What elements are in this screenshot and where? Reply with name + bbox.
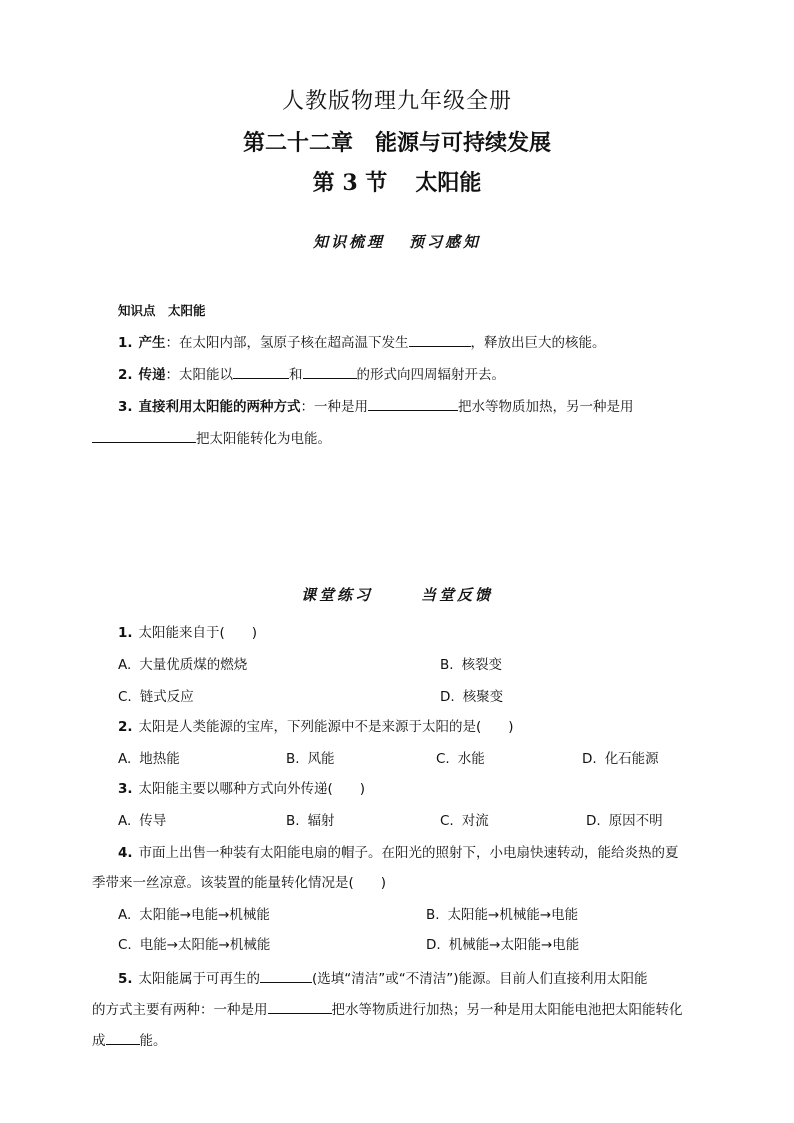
item-number: 2. — [118, 367, 133, 383]
knowledge-item-3-continued: 把太阳能转化为电能。 — [92, 428, 331, 448]
question-1-option-d[interactable]: D. 核聚变 — [440, 689, 504, 705]
answer-blank[interactable] — [303, 364, 357, 379]
question-4-stem: 4. 市面上出售一种装有太阳能电扇的帽子。在阳光的照射下，小电扇快速转动，能给炎热的夏 — [118, 845, 679, 861]
answer-blank[interactable] — [233, 364, 289, 379]
banner-practice-right: 当堂反馈 — [421, 586, 494, 604]
question-2-option-b[interactable]: B. 风能 — [286, 751, 335, 767]
item-term: 传递 — [138, 367, 166, 383]
item-number: 3. — [118, 399, 133, 415]
knowledge-item-1: 1. 产生：在太阳内部，氢原子核在超高温下发生 ，释放出巨大的核能。 — [118, 332, 606, 352]
item-term: 产生 — [138, 335, 166, 351]
answer-blank[interactable] — [106, 1030, 140, 1045]
knowledge-item-2: 2. 传递：太阳能以 和 的形式向四周辐射开去。 — [118, 364, 505, 384]
answer-blank[interactable] — [268, 999, 332, 1014]
item-number: 1. — [118, 335, 133, 351]
question-3-stem: 3. 太阳能主要以哪种方式向外传递( ) — [118, 781, 366, 797]
question-5-line-3: 成 能。 — [92, 1030, 167, 1050]
question-3-option-d[interactable]: D. 原因不明 — [586, 813, 663, 829]
question-3-option-c[interactable]: C. 对流 — [440, 813, 489, 829]
question-3-option-a[interactable]: A. 传导 — [118, 813, 167, 829]
banner-practice-left: 课堂练习 — [300, 586, 373, 604]
knowledge-item-3: 3. 直接利用太阳能的两种方式：一种是用 把水等物质加热，另一种是用 — [118, 396, 634, 416]
question-1-option-b[interactable]: B. 核裂变 — [440, 657, 503, 673]
question-1-option-c[interactable]: C. 链式反应 — [118, 689, 194, 705]
question-2-option-a[interactable]: A. 地热能 — [118, 751, 180, 767]
knowledge-banner — [0, 231, 794, 252]
answer-blank[interactable] — [368, 396, 458, 411]
answer-blank[interactable] — [409, 332, 471, 347]
question-5-line-2: 的方式主要有两种：一种是用 把水等物质进行加热；另一种是用太阳能电池把太阳能转化 — [92, 999, 683, 1019]
answer-blank[interactable] — [260, 968, 312, 983]
question-4-stem-continued: 季带来一丝凉意。该装置的能量转化情况是( ) — [92, 875, 387, 891]
question-2-option-d[interactable]: D. 化石能源 — [582, 751, 659, 767]
section-name: 太阳能 — [415, 170, 482, 196]
answer-blank[interactable] — [92, 428, 196, 443]
question-4-option-d[interactable]: D. 机械能→太阳能→电能 — [426, 937, 580, 953]
chapter-title: 第二十二章 能源与可持续发展 — [242, 130, 551, 156]
question-4-option-c[interactable]: C. 电能→太阳能→机械能 — [118, 937, 271, 953]
question-2-stem: 2. 太阳是人类能源的宝库，下列能源中不是来源于太阳的是( ) — [118, 719, 514, 735]
question-3-option-b[interactable]: B. 辐射 — [286, 813, 335, 829]
book-title: 人教版物理九年级全册 — [281, 89, 512, 114]
question-4-option-b[interactable]: B. 太阳能→机械能→电能 — [426, 907, 579, 923]
item-term: 直接利用太阳能的两种方式 — [138, 399, 301, 415]
knowledge-point-label: 知识点 太阳能 — [118, 303, 206, 318]
question-1-stem: 1. 太阳能来自于( ) — [118, 625, 258, 641]
section-title — [0, 166, 794, 197]
section-number: 第 3 节 — [312, 170, 388, 196]
practice-banner — [0, 584, 794, 605]
question-1-option-a[interactable]: A. 大量优质煤的燃烧 — [118, 657, 248, 673]
question-5-line-1: 5. 太阳能属于可再生的 (选填“清洁”或“不清洁”)能源。目前人们直接利用太阳能 — [118, 968, 648, 988]
question-2-option-c[interactable]: C. 水能 — [436, 751, 485, 767]
question-4-option-a[interactable]: A. 太阳能→电能→机械能 — [118, 907, 270, 923]
banner-knowledge-right: 预习感知 — [409, 233, 482, 251]
banner-knowledge-left: 知识梳理 — [312, 233, 385, 251]
